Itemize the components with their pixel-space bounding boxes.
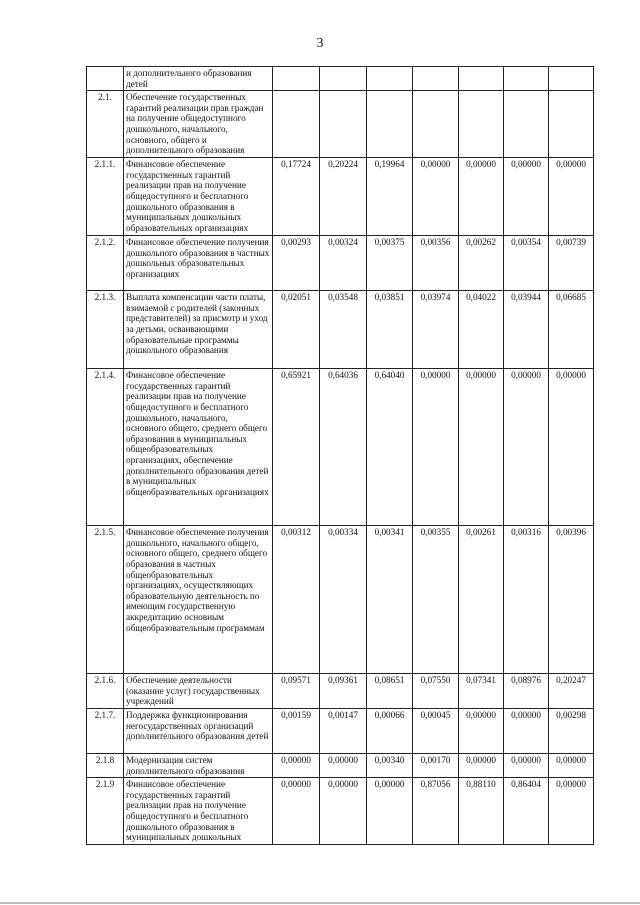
value-cell [367,91,413,158]
value-cell: 0,00000 [459,753,504,777]
value-cell [549,67,594,91]
table-row [87,753,594,777]
value-cell: 0,00000 [504,753,549,777]
row-number: 2.1.5. [87,526,124,674]
row-number: 2.1.8 [87,753,124,777]
value-cell [320,67,367,91]
value-cell: 0,19964 [367,158,413,236]
value-cell: 0,03974 [413,291,459,369]
row-number: 2.1. [87,91,124,158]
value-cell: 0,08976 [504,674,549,709]
value-cell: 0,03548 [320,291,367,369]
value-cell: 0,00000 [549,753,594,777]
table-row [87,158,594,236]
value-cell: 0,00324 [320,236,367,291]
value-cell: 0,02051 [273,291,320,369]
table-row [87,236,594,291]
row-description: и дополнительного образования детей [124,67,273,91]
value-cell [504,67,549,91]
value-cell: 0,00261 [459,526,504,674]
row-number: 2.1.1. [87,158,124,236]
value-cell: 0,00000 [504,158,549,236]
value-cell [459,67,504,91]
value-cell [413,91,459,158]
value-cell: 0,17724 [273,158,320,236]
value-cell: 0,00000 [459,369,504,526]
value-cell: 0,00262 [459,236,504,291]
value-cell: 0,07341 [459,674,504,709]
value-cell: 0,03851 [367,291,413,369]
budget-table [86,66,594,845]
row-number: 2.1.9 [87,778,124,845]
value-cell [413,67,459,91]
value-cell: 0,00159 [273,708,320,753]
value-cell: 0,00375 [367,236,413,291]
row-description: Обеспечение государственных гарантий реализации прав граждан на получение общедоступного дошкольного, начального, основного, общего и дополнительного образования [124,91,273,158]
value-cell: 0,00340 [367,753,413,777]
value-cell: 0,00000 [413,158,459,236]
row-number [87,67,124,91]
value-cell: 0,06685 [549,291,594,369]
value-cell: 0,00312 [273,526,320,674]
value-cell: 0,00316 [504,526,549,674]
value-cell: 0,04022 [459,291,504,369]
value-cell: 0,20224 [320,158,367,236]
value-cell: 0,00334 [320,526,367,674]
table-row [87,369,594,526]
value-cell: 0,00355 [413,526,459,674]
value-cell: 0,08651 [367,674,413,709]
table-row [87,708,594,753]
value-cell: 0,00000 [504,369,549,526]
value-cell [367,67,413,91]
row-number: 2.1.7. [87,708,124,753]
table-row [87,91,594,158]
value-cell: 0,64036 [320,369,367,526]
value-cell [459,91,504,158]
value-cell: 0,00045 [413,708,459,753]
value-cell [549,91,594,158]
value-cell [273,91,320,158]
value-cell: 0,88110 [459,778,504,845]
value-cell: 0,07550 [413,674,459,709]
value-cell: 0,00147 [320,708,367,753]
value-cell [504,91,549,158]
value-cell [273,67,320,91]
value-cell: 0,20247 [549,674,594,709]
page-number: 3 [316,36,324,51]
value-cell: 0,00170 [413,753,459,777]
value-cell: 0,00396 [549,526,594,674]
value-cell: 0,00293 [273,236,320,291]
value-cell: 0,00066 [367,708,413,753]
row-description: Финансовое обеспечение государственных гарантий реализации прав на получение общедоступного и бесплатного дошкольного, начального, основного общего, среднего общего образования в муниципальных общеобразовательных организациях, обеспечение дополнительного образования детей в муниципальных общеобразовательных организациях [124,369,273,526]
value-cell: 0,00000 [549,158,594,236]
table-row [87,526,594,674]
value-cell: 0,00739 [549,236,594,291]
value-cell: 0,00000 [413,369,459,526]
table-row [87,674,594,709]
row-description: Выплата компенсации части платы, взимаемой с родителей (законных представителей) за присмотр и уход за детьми, осваивающими образовательные программы дошкольного образования [124,291,273,369]
row-number: 2.1.2. [87,236,124,291]
row-description: Модернизация систем дополнительного образования [124,753,273,777]
row-number: 2.1.4. [87,369,124,526]
table-row [87,67,594,91]
value-cell: 0,00000 [549,369,594,526]
value-cell: 0,64040 [367,369,413,526]
value-cell: 0,00000 [367,778,413,845]
value-cell: 0,00000 [504,708,549,753]
value-cell: 0,00000 [459,708,504,753]
row-description: Финансовое обеспечение государственных гарантий реализации прав на получение общедоступного и бесплатного дошкольного образования в муниципальных дошкольных [124,778,273,845]
value-cell: 0,00000 [320,753,367,777]
page-bottom-edge [0,902,640,904]
value-cell: 0,00356 [413,236,459,291]
row-number: 2.1.3. [87,291,124,369]
value-cell: 0,00000 [273,778,320,845]
value-cell: 0,65921 [273,369,320,526]
value-cell: 0,00341 [367,526,413,674]
value-cell: 0,00298 [549,708,594,753]
table-row [87,291,594,369]
value-cell: 0,00000 [459,158,504,236]
value-cell: 0,87056 [413,778,459,845]
row-description: Обеспечение деятельности (оказание услуг) государственных учреждений [124,674,273,709]
row-number: 2.1.6. [87,674,124,709]
value-cell: 0,09571 [273,674,320,709]
row-description: Поддержка функционирования негосударственных организаций дополнительного образования детей [124,708,273,753]
value-cell: 0,00354 [504,236,549,291]
value-cell: 0,00000 [320,778,367,845]
value-cell [320,91,367,158]
value-cell: 0,86404 [504,778,549,845]
value-cell: 0,00000 [549,778,594,845]
value-cell: 0,00000 [273,753,320,777]
row-description: Финансовое обеспечение получения дошкольного, начального общего, основного общего, среднего общего образования в частных общеобразовательных организациях, осуществляющих образовательную деятельность по имеющим государственную аккредитацию основным общеобразовательным программам [124,526,273,674]
value-cell: 0,03944 [504,291,549,369]
value-cell: 0,09361 [320,674,367,709]
row-description: Финансовое обеспечение государственных гарантий реализации прав на получение общедоступного и бесплатного дошкольного образования в муниципальных дошкольных образовательных организациях [124,158,273,236]
row-description: Финансовое обеспечение получения дошкольного образования в частных дошкольных образовательных организациях [124,236,273,291]
table-row [87,778,594,845]
